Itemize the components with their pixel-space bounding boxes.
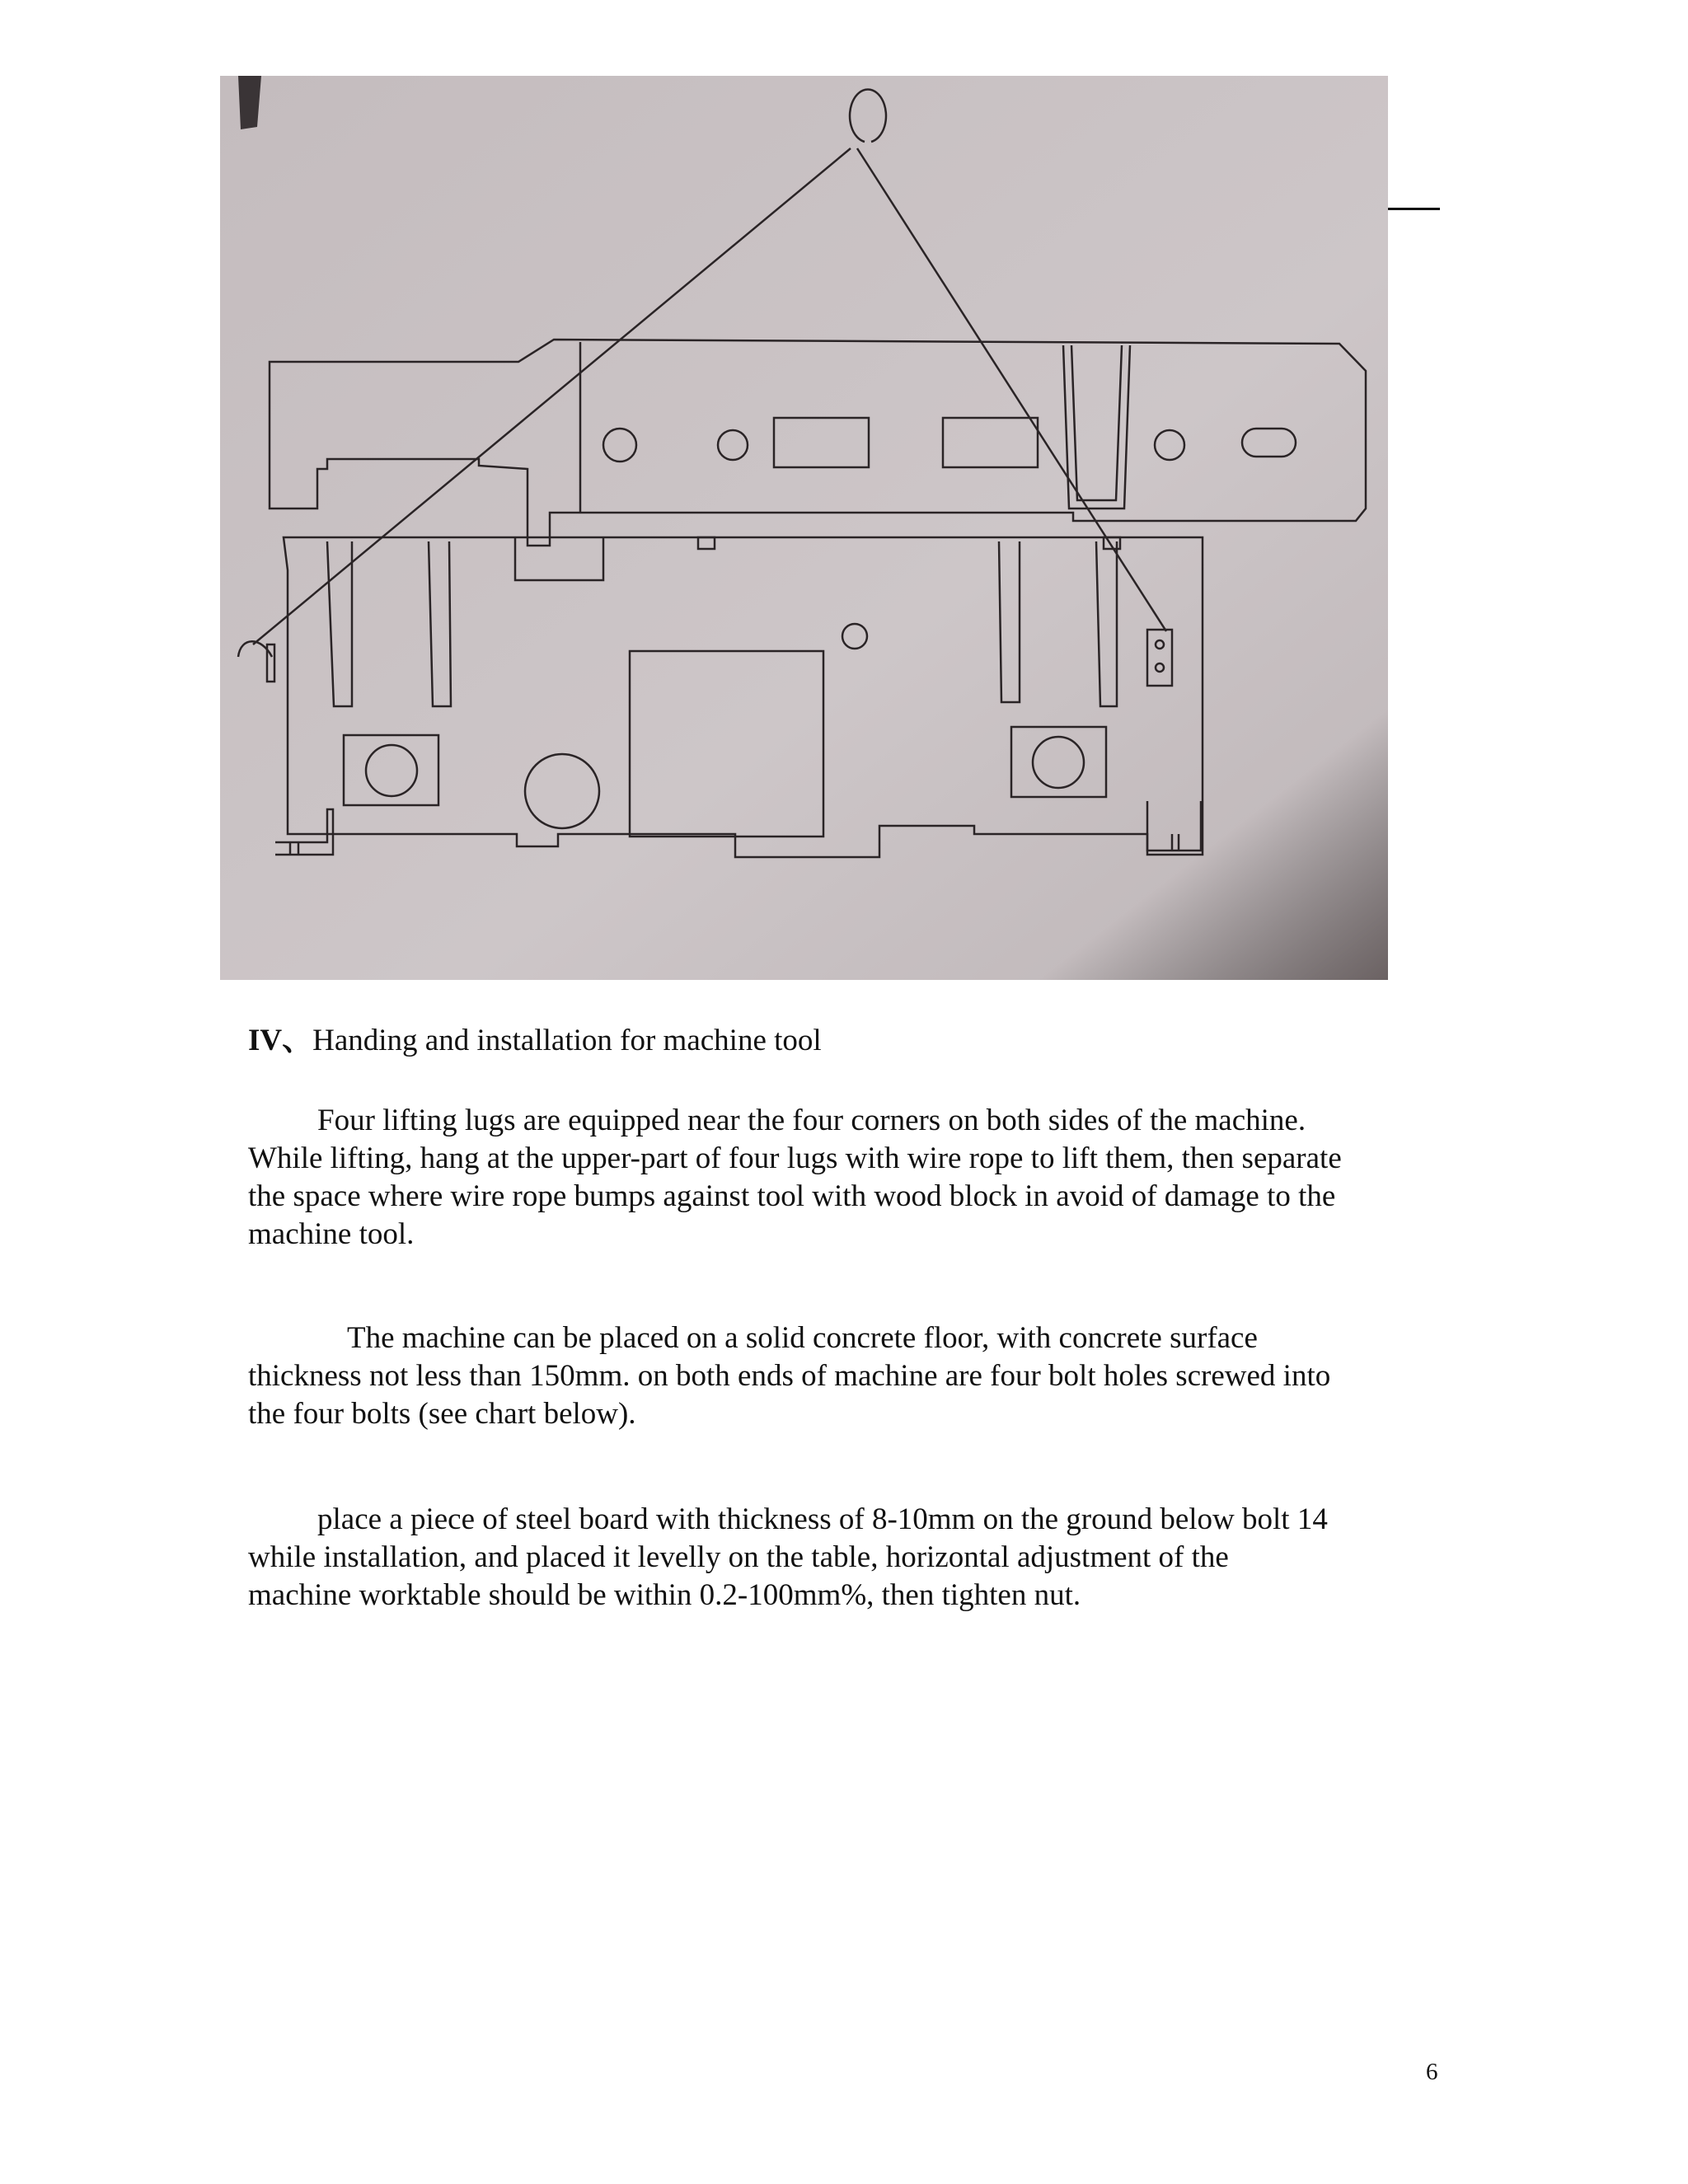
- paragraph-line: the four bolts (see chart below).: [248, 1397, 636, 1431]
- paragraph-concrete-floor: [248, 1319, 1443, 1433]
- paragraph-lifting-lugs: [248, 1102, 1443, 1254]
- paragraph-line: machine tool.: [248, 1217, 415, 1251]
- paragraph-line: While lifting, hang at the upper-part of four lugs with wire rope to lift them, then separate: [248, 1141, 1342, 1175]
- lifting-diagram-photo: [220, 76, 1388, 980]
- section-heading: [248, 1022, 822, 1060]
- paragraph-line: thickness not less than 150mm. on both ends of machine are four bolt holes screwed into: [248, 1359, 1331, 1393]
- paragraph-line: Four lifting lugs are equipped near the four corners on both sides of the machine.: [317, 1104, 1306, 1137]
- paragraph-steel-board: [248, 1501, 1443, 1615]
- paragraph-line: place a piece of steel board with thickness of 8-10mm on the ground below bolt 14: [317, 1502, 1328, 1536]
- machine-lifting-diagram: [220, 76, 1388, 980]
- top-horizontal-rule: [1388, 208, 1440, 210]
- section-number: IV、: [248, 1024, 313, 1057]
- page-number: 6: [1426, 2059, 1438, 2085]
- paragraph-line: The machine can be placed on a solid concrete floor, with concrete surface: [347, 1321, 1258, 1355]
- paragraph-line: while installation, and placed it levelly on the table, horizontal adjustment of the: [248, 1540, 1229, 1574]
- section-title: Handing and installation for machine tool: [312, 1024, 822, 1057]
- paragraph-line: the space where wire rope bumps against tool with wood block in avoid of damage to the: [248, 1179, 1336, 1213]
- paragraph-line: machine worktable should be within 0.2-100mm%, then tighten nut.: [248, 1578, 1081, 1612]
